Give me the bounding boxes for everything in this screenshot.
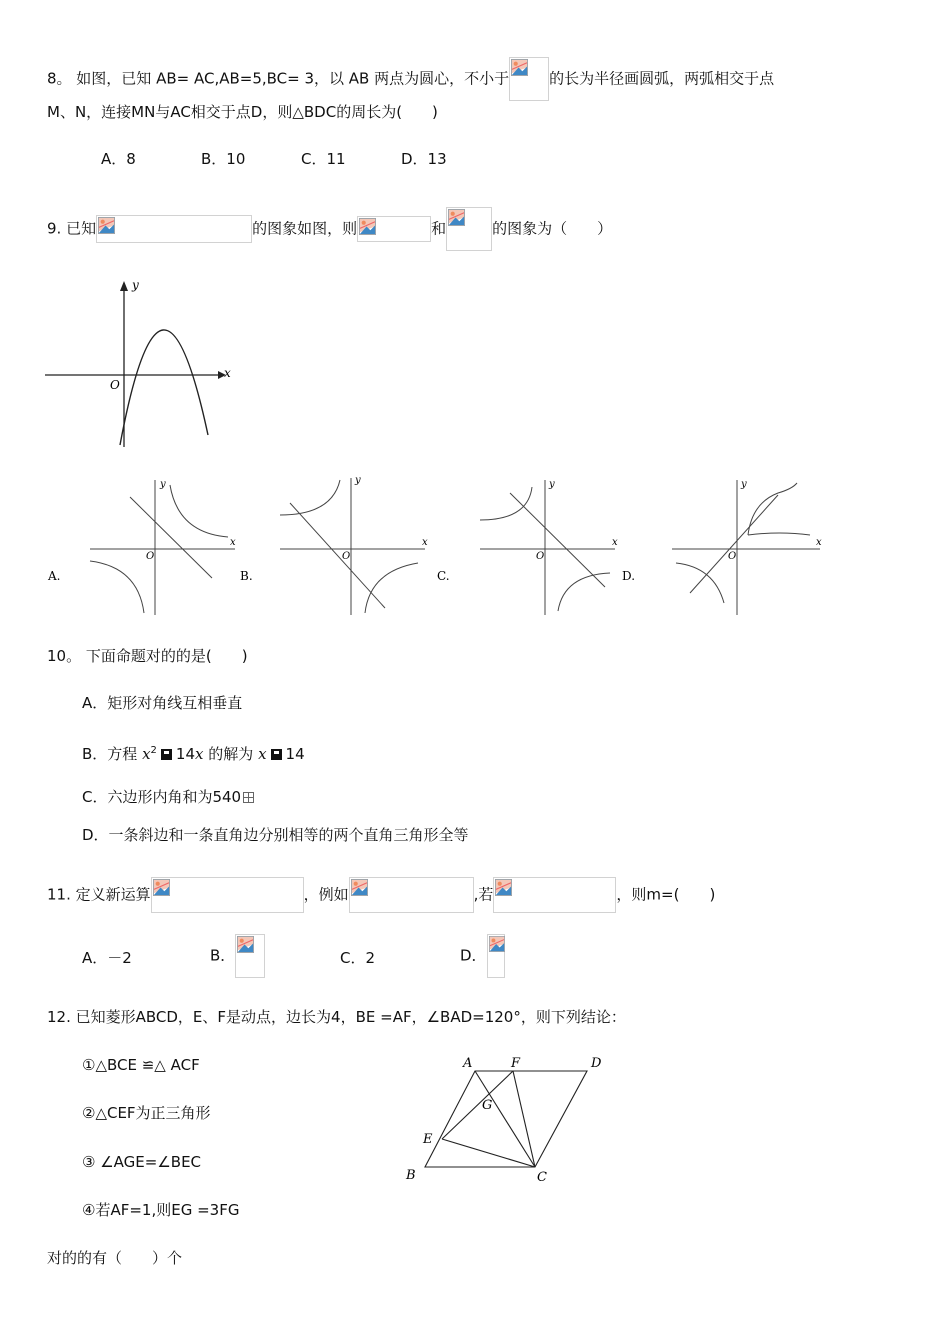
q9-text-a: 9. 已知: [47, 219, 97, 238]
q11-d-label: D．: [460, 946, 487, 965]
broken-image-icon: [359, 218, 376, 235]
q10-c-text: C．六边形内角和为540: [82, 788, 242, 806]
q12-stem: 12. 已知菱形ABCD，E、F是动点，边长为4，BE =AF，∠BAD=120°，则下列结论：: [47, 1008, 626, 1026]
q10-b-sol: 的解为: [208, 745, 254, 763]
broken-image-icon: [448, 209, 465, 226]
rhombus-figure: [395, 1045, 625, 1190]
q8-line2: M、N，连接MN与AC相交于点D，则△BDC的周长为( ): [47, 103, 438, 121]
image-placeholder: [509, 57, 549, 101]
point-e-label: E: [423, 1132, 433, 1147]
svg-text:y: y: [355, 475, 361, 486]
q10-b-exp: 2: [150, 745, 157, 756]
broken-image-icon: [511, 59, 528, 76]
broken-image-icon: [98, 217, 115, 234]
choice-a-graph: [47, 479, 236, 615]
broken-image-icon: [351, 879, 368, 896]
q11-text-b: ，例如: [303, 885, 349, 904]
svg-text:O: O: [342, 551, 351, 562]
q11-option-d: [460, 934, 505, 978]
missing-glyph-icon: [161, 749, 172, 760]
choice-d-graph: [622, 479, 822, 615]
image-placeholder: [235, 934, 265, 978]
image-placeholder: [151, 877, 304, 913]
origin-label: O: [110, 378, 120, 392]
q10-b-var: x: [142, 745, 151, 763]
svg-text:x: x: [422, 537, 428, 548]
image-placeholder: [493, 877, 616, 913]
broken-image-icon: [153, 879, 170, 896]
svg-text:x: x: [816, 537, 822, 548]
q11-option-c: C．2: [340, 949, 376, 967]
image-placeholder: [487, 934, 505, 978]
q11-text-d: ，则m=( ): [616, 885, 716, 904]
svg-text:y: y: [741, 479, 747, 490]
image-placeholder: [446, 207, 492, 251]
q8-option-b: B．10: [201, 150, 246, 168]
q10-option-d: D．一条斜边和一条直角边分别相等的两个直角三角形全等: [82, 826, 469, 844]
point-d-label: D: [591, 1056, 602, 1071]
q10-b-var3: x: [258, 745, 267, 763]
q11-b-label: B．: [210, 946, 236, 965]
degree-glyph-icon: [243, 792, 254, 803]
q10-b-var2: x: [195, 745, 204, 763]
q11-stem: [47, 877, 715, 913]
svg-text:x: x: [230, 537, 236, 548]
svg-text:x: x: [612, 537, 618, 548]
q11-option-b: [210, 934, 265, 978]
q8-line1: [47, 57, 774, 101]
point-c-label: C: [537, 1170, 547, 1185]
image-placeholder: [357, 216, 431, 242]
choice-b-label: B.: [240, 569, 253, 583]
point-a-label: A: [463, 1056, 473, 1071]
choice-graphs: [40, 475, 920, 620]
broken-image-icon: [237, 936, 254, 953]
q9-text-b: 的图象如图，则: [252, 219, 358, 238]
q8-option-a: A．8: [101, 150, 136, 168]
choice-d-label: D.: [622, 569, 636, 583]
svg-text:O: O: [146, 551, 155, 562]
image-placeholder: [349, 877, 474, 913]
q11-text-a: 11. 定义新运算: [47, 885, 151, 904]
parabola-graph: [40, 275, 240, 450]
x-label: x: [224, 366, 231, 380]
q12-conclusion-3: ③ ∠AGE=∠BEC: [82, 1153, 202, 1171]
q8-option-d: D．13: [401, 150, 447, 168]
q10-b-end: 14: [285, 745, 305, 763]
choice-c-label: C.: [437, 569, 450, 583]
q10-option-c: [82, 786, 254, 808]
svg-text:y: y: [160, 479, 166, 490]
q9-stem: [47, 207, 612, 251]
q10-b-prefix: B．方程: [82, 745, 138, 763]
q10-option-b: [82, 740, 305, 765]
q12-conclusion-4: ④若AF=1,则EG =3FG: [82, 1201, 240, 1219]
rhombus-abcd: [425, 1071, 587, 1167]
q11-text-c: ,若: [473, 885, 494, 904]
image-placeholder: [96, 215, 252, 243]
point-g-label: G: [482, 1098, 493, 1113]
q9-text-d: 的图象为（ ）: [492, 219, 613, 238]
q11-option-a: A．－2: [82, 949, 132, 967]
q10-stem: 10。 下面命题对的的是( ): [47, 647, 248, 665]
y-arrow-icon: [120, 281, 128, 291]
q8-text-b: 的长为半径画圆弧，两弧相交于点: [549, 69, 775, 88]
y-label: y: [132, 278, 139, 292]
svg-text:O: O: [728, 551, 737, 562]
q10-b-mid: 14: [175, 745, 196, 763]
q9-text-c: 和: [431, 219, 447, 238]
q12-conclusion-2: ②△CEF为正三角形: [82, 1104, 211, 1122]
broken-image-icon: [489, 936, 505, 952]
parabola-curve: [120, 330, 208, 445]
point-b-label: B: [406, 1168, 416, 1183]
choice-b-graph: [240, 475, 428, 615]
svg-text:O: O: [536, 551, 545, 562]
broken-image-icon: [495, 879, 512, 896]
q12-conclusion-1: ①△BCE ≌△ ACF: [82, 1056, 200, 1074]
q10-option-a: A．矩形对角线互相垂直: [82, 694, 243, 712]
point-f-label: F: [511, 1056, 521, 1071]
missing-glyph-icon: [271, 749, 282, 760]
choice-a-label: A.: [48, 569, 61, 583]
q8-text-a: 8。 如图，已知 AB= AC,AB=5,BC= 3，以 AB 两点为圆心，不小于: [47, 69, 510, 88]
q12-end: 对的的有（ ）个: [47, 1249, 183, 1267]
choice-c-graph: [437, 479, 618, 615]
svg-text:y: y: [549, 479, 555, 490]
q8-option-c: C．11: [301, 150, 346, 168]
